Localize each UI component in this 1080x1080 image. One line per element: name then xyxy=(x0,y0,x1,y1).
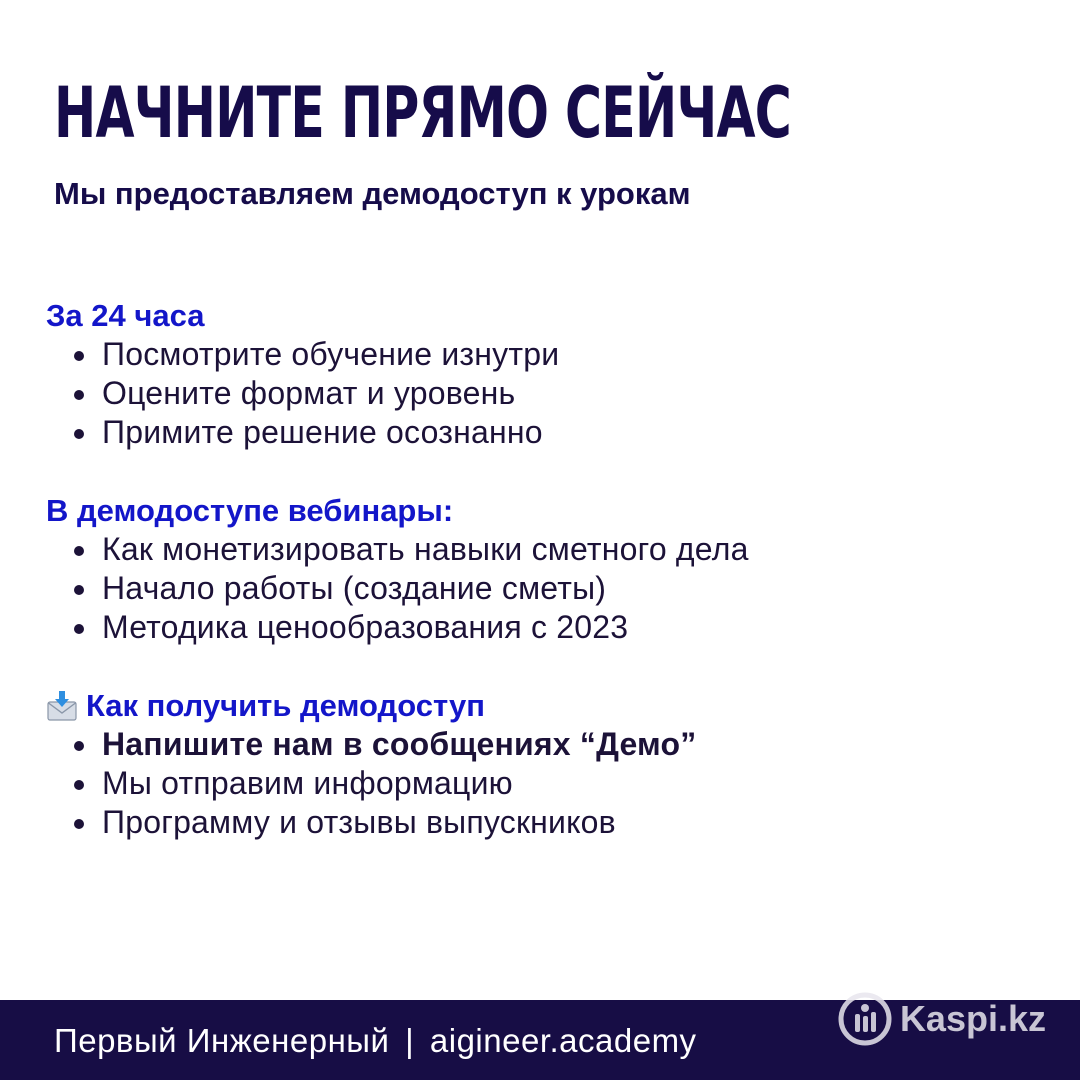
section-heading-row xyxy=(46,686,696,725)
bullet-icon xyxy=(74,546,84,556)
kaspi-watermark xyxy=(838,992,1046,1046)
section-webinars xyxy=(46,491,749,647)
section-heading: За 24 часа xyxy=(46,298,205,333)
list-item xyxy=(46,335,559,374)
bullet-list xyxy=(46,335,559,452)
list-item xyxy=(46,608,749,647)
list-item-text: Напишите нам в сообщениях “Демо” xyxy=(102,726,697,762)
list-item-text: Как монетизировать навыки сметного дела xyxy=(102,531,749,567)
watermark-text: Kaspi.kz xyxy=(899,998,1046,1039)
bullet-list xyxy=(46,530,749,647)
bullet-icon xyxy=(74,585,84,595)
list-item xyxy=(46,530,749,569)
list-item-text: Посмотрите обучение изнутри xyxy=(102,336,560,372)
page-title: НАЧНИТЕ ПРЯМО СЕЙЧАС xyxy=(54,72,792,154)
bullet-icon xyxy=(74,741,84,751)
envelope-download-icon xyxy=(46,690,78,722)
footer-separator: | xyxy=(405,1022,415,1059)
list-item-text: Программу и отзывы выпускников xyxy=(102,804,616,840)
section-24-hours xyxy=(46,296,559,452)
kaspi-logo-icon xyxy=(838,992,892,1046)
list-item-text: Оцените формат и уровень xyxy=(102,375,516,411)
bullet-icon xyxy=(74,429,84,439)
list-item xyxy=(46,803,696,842)
bullet-list xyxy=(46,725,696,842)
footer-brand: Первый Инженерный xyxy=(54,1022,390,1059)
bullet-icon xyxy=(74,819,84,829)
list-item xyxy=(46,374,559,413)
list-item xyxy=(46,764,696,803)
list-item-text: Мы отправим информацию xyxy=(102,765,513,801)
section-how-to-get-demo xyxy=(46,686,696,842)
bullet-icon xyxy=(74,390,84,400)
section-heading: Как получить демодоступ xyxy=(86,688,485,723)
bullet-icon xyxy=(74,780,84,790)
footer-text xyxy=(54,1022,697,1060)
page-subtitle: Мы предоставляем демодоступ к урокам xyxy=(54,176,691,211)
list-item xyxy=(46,725,696,764)
list-item-text: Примите решение осознанно xyxy=(102,414,543,450)
bullet-icon xyxy=(74,351,84,361)
list-item xyxy=(46,569,749,608)
list-item xyxy=(46,413,559,452)
bullet-icon xyxy=(74,624,84,634)
footer-site-link[interactable]: aigineer.academy xyxy=(429,1022,697,1059)
list-item-text: Начало работы (создание сметы) xyxy=(102,570,607,606)
section-heading: В демодоступе вебинары: xyxy=(46,493,454,528)
list-item-text: Методика ценообразования с 2023 xyxy=(102,609,629,645)
